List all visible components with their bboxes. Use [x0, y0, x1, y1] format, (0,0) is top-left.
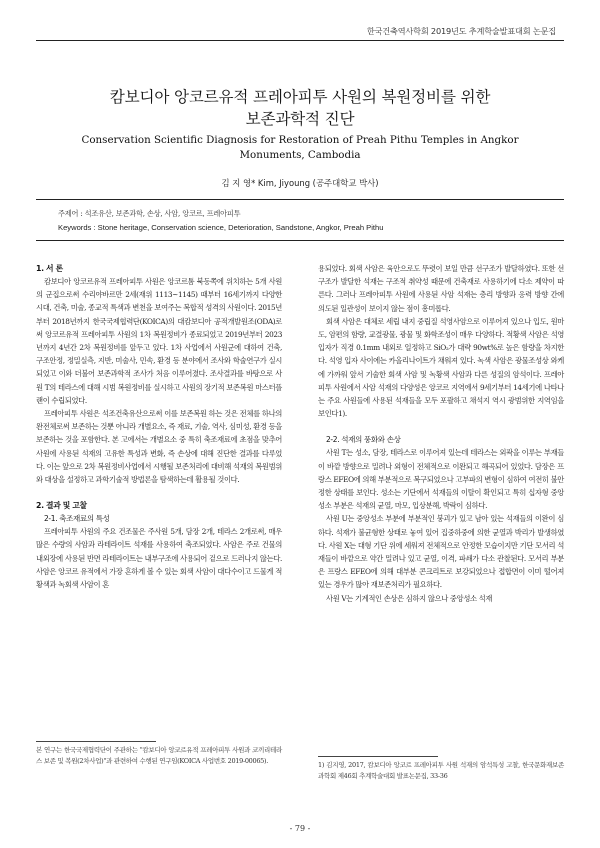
subsection-heading-weathering: 2-2. 석재의 풍화와 손상: [326, 435, 401, 445]
section-heading-results: 2. 결과 및 고찰: [36, 501, 87, 511]
right-column: [318, 262, 564, 605]
paragraph: 회색 사암은 대체로 세립 내지 중립질 석영사암으로 이루어져 있으나 입도, 원마도, 암편의 함량, 교결광물, 광물 및 화학조성이 매우 다양하다. 적황색 사암은 석영 입자가 직경 0.1mm 내외로 일정하고 SiO₂가 대략 90wt%로 높은 함량을 차지한다. 석영 입자 사이에는 카올리나이트가 채워져 있다. 녹색 사암은 광물조성상 와케에 가까워 앞서 기술한 회색 사암 및 녹황색 사암과 다른 성질의 암석이다. 프레아피투 사원에서 사암 석재의 다양성은 앙코르 지역에서 9세기부터 14세기에 나타나는 주요 사원들에 사용된 석재들을 모두 포괄하고 채석지 역시 광범위한 지역임을 보인다1).: [318, 316, 564, 419]
left-column: [36, 262, 282, 591]
keywords-english: Keywords : Stone heritage, Conservation science, Deterioration, Sandstone, Angkor, Preah Pithu: [58, 223, 384, 232]
subsection-heading-materials: 2-1. 축조재료의 특성: [44, 514, 110, 524]
page-number: - 79 -: [289, 824, 311, 833]
title-english-line2: Monuments, Cambodia: [239, 149, 361, 161]
paragraph: 프레아피투 사원은 석조건축유산으로써 이를 보존복원 하는 것은 전체를 하나의 완전체로써 보존하는 것뿐 아니라 개별요소, 즉 재료, 기술, 역사, 심미성, 환경 등을 보존하는 것을 포함한다. 본 고에서는 개별요소 중 특히 축조재료에 초점을 맞추어 사원에 사용된 석재의 고유한 특성과 변화, 즉 손상에 대해 진단한 결과를 다루었다. 이는 앞으로 2차 복원정비사업에서 시행될 보존처리에 대비해 석재의 복원범위와 대상을 설정하고 과학기술적 방법론을 탐색하는데 활용될 것이다.: [36, 409, 282, 485]
running-header: 한국건축역사학회 2019년도 추계학술발표대회 논문집: [366, 26, 556, 36]
author-line: 김 지 영* Kim, Jiyoung (공주대학교 박사): [221, 178, 379, 188]
footnote-reference-1: 1) 김지영, 2017, 캄보디아 앙코르 프레아피투 사원 석재의 암석특성 고찰, 한국문화재보존과학회 제46회 추계학술대회 발표논문집, 33-36: [318, 761, 564, 780]
title-korean-line1: 캄보디아 앙코르유적 프레아피투 사원의 복원정비를 위한: [109, 88, 491, 106]
paragraph: 사원 U는 중앙성소 부분에 부분적인 붕괴가 있고 남아 있는 석재들의 이완이 심하다. 석재가 불균형한 상태로 놓여 있어 집중하중에 의한 균열과 박리가 발생하였다. 사원 X는 대형 기단 위에 세워져 전체적으로 안정한 모습이지만 기단 모서리 석재들이 바깥으로 약간 밀려나 있고 균열, 이격, 파쇄가 다소 관찰된다. 모서리 부분은 프랑스 EFEO에 의해 대부분 콘크리트로 보강되었으나 접합면이 이미 떨어져 있는 경우가 많아 재보존처리가 필요하다.: [318, 514, 564, 590]
footnote-rule-right: [318, 756, 438, 757]
keywords-korean: 주제어 : 석조유산, 보존과학, 손상, 사암, 앙코르, 프레아피투: [58, 209, 241, 218]
title-korean-line2: 보존과학적 진단: [245, 110, 355, 128]
paragraph: 사원 V는 기계적인 손상은 심하지 않으나 중앙성소 석재: [326, 593, 493, 603]
keywords-top-rule: [36, 199, 564, 200]
footnote-acknowledgment: 본 연구는 한국국제협력단이 주관하는 "캄보디아 앙코르유적 프레아피투 사원과 코끼리테라스 보존 및 복원(2차사업)"과 관련하여 수행된 연구임(KOICA 사업번호 2019-00065).: [36, 746, 282, 765]
paragraph: 용되었다. 회색 사암은 육안으로도 뚜렷이 보일 만큼 선구조가 발달하였다. 또한 선구조가 발달한 석재는 구조적 취약성 때문에 건축재로 사용하기에 다소 제약이 따른다. 그러나 프레아피투 사원에 사용된 사암 석재는 층리 방향과 응력 방향 간에 의도된 일관성이 보이지 않는 점이 흥미롭다.: [318, 264, 564, 313]
header-rule: [36, 40, 564, 41]
footnote-rule-left: [36, 741, 156, 742]
title-english-line1: Conservation Scientific Diagnosis for Restoration of Preah Pithu Temples in Angkor: [81, 134, 519, 146]
keywords-bottom-rule: [36, 240, 564, 241]
section-heading-introduction: 1. 서 론: [36, 264, 63, 273]
paragraph: 프레아피투 사원의 주요 건조물은 주사원 5개, 담장 2개, 테라스 2개로써, 매우 많은 수량의 사암과 라테라이트 석재를 사용하여 축조되었다. 사암은 주로 건물의 내외장에 사용된 반면 라테라이트는 내부구조에 사용되어 겉으로 드러나지 않는다. 사암은 앙코르 유적에서 가장 흔하게 볼 수 있는 회색 사암이 대다수이고 드물게 적황색과 녹회색 사암이 혼: [36, 527, 282, 590]
paragraph: 캄보디아 앙코르유적 프레아피투 사원은 앙코르톰 북동쪽에 위치하는 5개 사원의 군집으로써 수리야바르만 2세(재위 1113~1145) 때부터 16세기까지 다양한 시대, 건축, 미술, 종교적 특색과 변천을 보여주는 복합적 성격의 사원이다. 2015년부터 2018년까지 한국국제협력단(KOICA)의 대캄보디아 공적개발원조(ODA)로써 앙코르유적 프레아피투 사원의 1차 복원정비가 종료되었고 2019년부터 2023년까지 4년간 2차 복원정비를 앞두고 있다. 1차 사업에서 사원군에 대하여 건축, 구조안정, 정밀실측, 지반, 미술사, 민속, 환경 등 분야에서 조사와 학술연구가 실시되었고 이와 더불어 보존과학적 조사가 처음 이루어졌다. 조사결과를 바탕으로 사원 T의 테라스에 대해 시범 복원정비를 실시하고 사원의 장기적 보존복원 마스터플랜이 수립되었다.: [36, 277, 282, 405]
paragraph: 사원 T는 성소, 담장, 테라스로 이루어져 있는데 테라스는 외곽을 이루는 부재들이 바깥 방향으로 밀려나 외형이 전체적으로 이완되고 해곡되어 있었다. 담장은 프랑스 EFEO에 의해 부분적으로 복구되었으나 고부파의 변형이 심하여 여전히 불안정한 상태를 보인다. 성소는 기단에서 석재들의 이탈이 확인되고 특히 십자형 중앙성소 부분은 석재의 균열, 마모, 입상분해, 박락이 심하다.: [318, 448, 564, 511]
